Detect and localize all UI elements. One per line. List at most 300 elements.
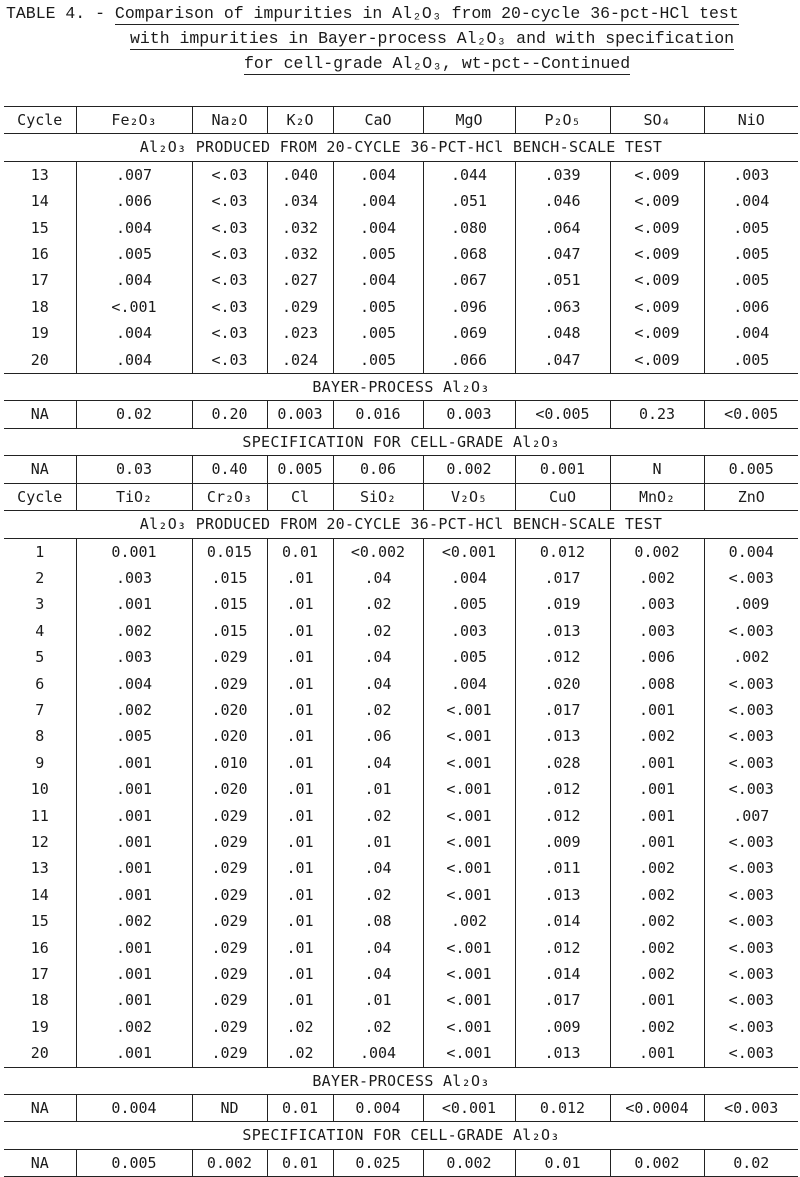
section-produced bbox=[4, 134, 798, 161]
section-bayer bbox=[4, 374, 798, 401]
table-row bbox=[4, 829, 798, 855]
value-cell: .004 bbox=[333, 267, 423, 293]
section-heading: BAYER-PROCESS Al₂O₃ bbox=[4, 374, 798, 401]
table-row bbox=[4, 908, 798, 934]
value-cell: .01 bbox=[333, 776, 423, 802]
value-cell: 0.001 bbox=[76, 538, 192, 565]
cycle-cell: 18 bbox=[30, 297, 49, 316]
value-cell: .001 bbox=[76, 935, 192, 961]
value-cell: .004 bbox=[76, 347, 192, 374]
value-cell: .029 bbox=[192, 1014, 267, 1040]
value-cell: <0.001 bbox=[423, 1095, 515, 1122]
value-cell: 0.02 bbox=[704, 1149, 798, 1176]
value-cell: .01 bbox=[267, 671, 333, 697]
value-cell: .04 bbox=[333, 565, 423, 591]
value-cell: .011 bbox=[515, 855, 610, 881]
cycle-cell: 8 bbox=[35, 727, 45, 746]
value-cell: .006 bbox=[610, 644, 704, 670]
value-cell: .004 bbox=[76, 671, 192, 697]
value-cell: .003 bbox=[704, 161, 798, 188]
value-cell: ZnO bbox=[704, 483, 798, 510]
value-cell: .005 bbox=[423, 591, 515, 617]
cycle-cell: 7 bbox=[35, 700, 45, 719]
bayer-row bbox=[4, 401, 798, 428]
value-cell: .029 bbox=[192, 935, 267, 961]
value-cell: .008 bbox=[610, 671, 704, 697]
value-cell: Cl bbox=[267, 483, 333, 510]
header-row bbox=[4, 483, 798, 510]
value-cell: <.001 bbox=[76, 294, 192, 320]
value-cell: .005 bbox=[76, 241, 192, 267]
value-cell: Cr₂O₃ bbox=[192, 483, 267, 510]
value-cell: .002 bbox=[76, 697, 192, 723]
table-row bbox=[4, 1040, 798, 1067]
value-cell: .004 bbox=[76, 267, 192, 293]
value-cell: .005 bbox=[423, 644, 515, 670]
cycle-cell: 20 bbox=[4, 1040, 76, 1067]
value-cell: <.001 bbox=[423, 723, 515, 749]
value-cell: .012 bbox=[515, 776, 610, 802]
value-cell: .04 bbox=[333, 855, 423, 881]
value-cell: .032 bbox=[267, 215, 333, 241]
title-line-3: for cell-grade Al₂O₃, wt-pct--Continued bbox=[244, 54, 631, 73]
table-row bbox=[4, 241, 798, 267]
value-cell: 0.002 bbox=[423, 1149, 515, 1176]
value-cell: 0.01 bbox=[267, 1095, 333, 1122]
table-row bbox=[4, 267, 798, 293]
value-cell: .020 bbox=[192, 776, 267, 802]
value-cell: CuO bbox=[515, 483, 610, 510]
value-cell: .066 bbox=[423, 347, 515, 374]
value-cell: .029 bbox=[192, 829, 267, 855]
value-cell: <0.003 bbox=[704, 1095, 798, 1122]
value-cell: <.003 bbox=[704, 565, 798, 591]
value-cell: 0.016 bbox=[333, 401, 423, 428]
value-cell: <.003 bbox=[704, 935, 798, 961]
value-cell: .02 bbox=[267, 1040, 333, 1067]
section-bayer bbox=[4, 1067, 798, 1094]
value-cell: .002 bbox=[423, 908, 515, 934]
value-cell: .005 bbox=[333, 294, 423, 320]
value-cell: .004 bbox=[333, 1040, 423, 1067]
value-cell: .001 bbox=[76, 882, 192, 908]
value-cell: .012 bbox=[515, 803, 610, 829]
value-cell: .01 bbox=[267, 776, 333, 802]
value-cell: .003 bbox=[610, 591, 704, 617]
value-cell: .001 bbox=[76, 591, 192, 617]
value-cell: .067 bbox=[423, 267, 515, 293]
value-cell: <.009 bbox=[610, 294, 704, 320]
value-cell: .006 bbox=[704, 294, 798, 320]
value-cell: .002 bbox=[610, 908, 704, 934]
value-cell: <.009 bbox=[610, 267, 704, 293]
value-cell: 0.005 bbox=[704, 456, 798, 483]
value-cell: .01 bbox=[267, 882, 333, 908]
value-cell: .02 bbox=[333, 591, 423, 617]
value-cell: MnO₂ bbox=[610, 483, 704, 510]
value-cell: .001 bbox=[610, 697, 704, 723]
value-cell: 0.23 bbox=[610, 401, 704, 428]
value-cell: .005 bbox=[76, 723, 192, 749]
table-row bbox=[4, 882, 798, 908]
table-row bbox=[4, 320, 798, 346]
value-cell: <.03 bbox=[192, 215, 267, 241]
value-cell: .029 bbox=[192, 961, 267, 987]
value-cell: <.001 bbox=[423, 1014, 515, 1040]
value-cell: .007 bbox=[704, 803, 798, 829]
value-cell: .001 bbox=[610, 1040, 704, 1067]
value-cell: .013 bbox=[515, 618, 610, 644]
value-cell: 0.002 bbox=[610, 1149, 704, 1176]
value-cell: <.001 bbox=[423, 961, 515, 987]
value-cell: .020 bbox=[192, 697, 267, 723]
value-cell: .017 bbox=[515, 565, 610, 591]
value-cell: .013 bbox=[515, 723, 610, 749]
value-cell: .02 bbox=[333, 1014, 423, 1040]
cycle-cell: 18 bbox=[30, 991, 49, 1010]
value-cell: .001 bbox=[610, 776, 704, 802]
value-cell: <0.001 bbox=[423, 538, 515, 565]
value-cell: .002 bbox=[610, 961, 704, 987]
value-cell: .002 bbox=[610, 723, 704, 749]
value-cell: .002 bbox=[610, 882, 704, 908]
cycle-cell: 16 bbox=[30, 938, 49, 957]
value-cell: .003 bbox=[423, 618, 515, 644]
table-row bbox=[4, 347, 798, 374]
section-heading: SPECIFICATION FOR CELL-GRADE Al₂O₃ bbox=[4, 428, 798, 455]
section-spec bbox=[4, 1122, 798, 1149]
value-cell: <0.005 bbox=[704, 401, 798, 428]
cycle-cell: 10 bbox=[30, 780, 49, 799]
value-cell: .001 bbox=[76, 1040, 192, 1067]
value-cell: .029 bbox=[192, 882, 267, 908]
value-cell: .01 bbox=[267, 829, 333, 855]
value-cell: <.03 bbox=[192, 267, 267, 293]
value-cell: NiO bbox=[704, 107, 798, 134]
value-cell: .096 bbox=[423, 294, 515, 320]
value-cell: .017 bbox=[515, 697, 610, 723]
value-cell: .015 bbox=[192, 565, 267, 591]
cycle-cell: 15 bbox=[30, 218, 49, 237]
value-cell: <0.0004 bbox=[610, 1095, 704, 1122]
value-cell: 0.01 bbox=[515, 1149, 610, 1176]
value-cell: .034 bbox=[267, 188, 333, 214]
value-cell: .009 bbox=[515, 1014, 610, 1040]
value-cell: <.003 bbox=[704, 671, 798, 697]
value-cell: .064 bbox=[515, 215, 610, 241]
value-cell: .005 bbox=[333, 241, 423, 267]
value-cell: <.003 bbox=[704, 697, 798, 723]
value-cell: Na₂O bbox=[192, 107, 267, 134]
value-cell: <.03 bbox=[192, 241, 267, 267]
value-cell: .023 bbox=[267, 320, 333, 346]
value-cell: 0.003 bbox=[423, 401, 515, 428]
title-line-2: with impurities in Bayer-process Al₂O₃ and with specification bbox=[130, 29, 734, 48]
value-cell: <.003 bbox=[704, 855, 798, 881]
cycle-cell: 15 bbox=[30, 912, 49, 931]
value-cell: .004 bbox=[423, 671, 515, 697]
value-cell: P₂O₅ bbox=[515, 107, 610, 134]
value-cell: <.03 bbox=[192, 161, 267, 188]
value-cell: .044 bbox=[423, 161, 515, 188]
value-cell: <0.002 bbox=[333, 538, 423, 565]
value-cell: .051 bbox=[515, 267, 610, 293]
value-cell: .063 bbox=[515, 294, 610, 320]
value-cell: .029 bbox=[192, 855, 267, 881]
value-cell: .02 bbox=[333, 618, 423, 644]
value-cell: .040 bbox=[267, 161, 333, 188]
cycle-cell: 2 bbox=[35, 568, 45, 587]
value-cell: .001 bbox=[76, 776, 192, 802]
value-cell: 0.003 bbox=[267, 401, 333, 428]
value-cell: .001 bbox=[610, 829, 704, 855]
cycle-cell: 19 bbox=[30, 1017, 49, 1036]
value-cell: .001 bbox=[76, 961, 192, 987]
impurities-table bbox=[4, 106, 798, 1177]
value-cell: .005 bbox=[333, 347, 423, 374]
value-cell: SO₄ bbox=[610, 107, 704, 134]
value-cell: .029 bbox=[267, 294, 333, 320]
value-cell: <.001 bbox=[423, 935, 515, 961]
value-cell: <.009 bbox=[610, 215, 704, 241]
value-cell: 0.20 bbox=[192, 401, 267, 428]
value-cell: .01 bbox=[267, 961, 333, 987]
cycle-cell: 16 bbox=[30, 245, 49, 264]
value-cell: .004 bbox=[423, 565, 515, 591]
cycle-cell: 14 bbox=[30, 885, 49, 904]
value-cell: .01 bbox=[333, 829, 423, 855]
cycle-cell: 20 bbox=[4, 347, 76, 374]
value-cell: .002 bbox=[76, 1014, 192, 1040]
value-cell: .004 bbox=[333, 215, 423, 241]
value-cell: <.009 bbox=[610, 188, 704, 214]
value-cell: .014 bbox=[515, 908, 610, 934]
value-cell: .028 bbox=[515, 750, 610, 776]
value-cell: .01 bbox=[267, 723, 333, 749]
value-cell: <.003 bbox=[704, 1014, 798, 1040]
value-cell: .001 bbox=[76, 855, 192, 881]
value-cell: <.003 bbox=[704, 829, 798, 855]
value-cell: .01 bbox=[267, 855, 333, 881]
value-cell: 0.025 bbox=[333, 1149, 423, 1176]
value-cell: ND bbox=[192, 1095, 267, 1122]
value-cell: .012 bbox=[515, 935, 610, 961]
value-cell: Fe₂O₃ bbox=[76, 107, 192, 134]
table-row bbox=[4, 987, 798, 1013]
value-cell: .012 bbox=[515, 644, 610, 670]
value-cell: MgO bbox=[423, 107, 515, 134]
table-row bbox=[4, 215, 798, 241]
table-row bbox=[4, 538, 798, 565]
value-cell: <.001 bbox=[423, 987, 515, 1013]
cycle-cell: NA bbox=[4, 1149, 76, 1176]
value-cell: .051 bbox=[423, 188, 515, 214]
value-cell: .068 bbox=[423, 241, 515, 267]
value-cell: K₂O bbox=[267, 107, 333, 134]
section-produced bbox=[4, 511, 798, 538]
value-cell: .01 bbox=[267, 644, 333, 670]
value-cell: .046 bbox=[515, 188, 610, 214]
cycle-cell: 9 bbox=[35, 753, 45, 772]
title-line-1 bbox=[6, 2, 739, 26]
value-cell: N bbox=[610, 456, 704, 483]
value-cell: .014 bbox=[515, 961, 610, 987]
value-cell: .029 bbox=[192, 803, 267, 829]
value-cell: .001 bbox=[76, 750, 192, 776]
cycle-cell: 4 bbox=[35, 621, 45, 640]
value-cell: .04 bbox=[333, 935, 423, 961]
value-cell: .003 bbox=[76, 644, 192, 670]
value-cell: 0.002 bbox=[192, 1149, 267, 1176]
value-cell: .005 bbox=[704, 215, 798, 241]
value-cell: <.003 bbox=[704, 723, 798, 749]
value-cell: .002 bbox=[610, 1014, 704, 1040]
cycle-cell: 19 bbox=[30, 324, 49, 343]
value-cell: .009 bbox=[515, 829, 610, 855]
value-cell: .02 bbox=[333, 803, 423, 829]
value-cell: .029 bbox=[192, 671, 267, 697]
value-cell: .04 bbox=[333, 644, 423, 670]
cycle-cell: 6 bbox=[35, 674, 45, 693]
value-cell: .007 bbox=[76, 161, 192, 188]
value-cell: .002 bbox=[610, 565, 704, 591]
value-cell: .01 bbox=[267, 803, 333, 829]
value-cell: .01 bbox=[267, 697, 333, 723]
value-cell: <.001 bbox=[423, 697, 515, 723]
table-row bbox=[4, 935, 798, 961]
cycle-cell: 3 bbox=[35, 595, 45, 614]
value-cell: .009 bbox=[704, 591, 798, 617]
value-cell: .029 bbox=[192, 1040, 267, 1067]
cycle-cell: 13 bbox=[30, 165, 49, 184]
value-cell: .027 bbox=[267, 267, 333, 293]
value-cell: <0.005 bbox=[515, 401, 610, 428]
table-row bbox=[4, 855, 798, 881]
value-cell: .004 bbox=[76, 215, 192, 241]
value-cell: <.001 bbox=[423, 1040, 515, 1067]
value-cell: .004 bbox=[333, 161, 423, 188]
value-cell: .004 bbox=[333, 188, 423, 214]
table-row bbox=[4, 294, 798, 320]
value-cell: 0.002 bbox=[423, 456, 515, 483]
value-cell: .04 bbox=[333, 671, 423, 697]
value-cell: .017 bbox=[515, 987, 610, 1013]
title-text: Comparison of impurities in Al₂O₃ from 20-cycle 36-pct-HCl test bbox=[114, 4, 739, 23]
table-number: TABLE 4. - bbox=[6, 4, 115, 23]
value-cell: 0.012 bbox=[515, 538, 610, 565]
cycle-cell: 17 bbox=[30, 965, 49, 983]
value-cell: .005 bbox=[333, 320, 423, 346]
header-row bbox=[4, 107, 798, 134]
value-cell: .002 bbox=[610, 935, 704, 961]
value-cell: .029 bbox=[192, 644, 267, 670]
value-cell: SiO₂ bbox=[333, 483, 423, 510]
bayer-row bbox=[4, 1095, 798, 1122]
value-cell: .001 bbox=[610, 987, 704, 1013]
value-cell: .003 bbox=[610, 618, 704, 644]
value-cell: <.001 bbox=[423, 882, 515, 908]
section-heading: Al₂O₃ PRODUCED FROM 20-CYCLE 36-PCT-HCl BENCH-SCALE TEST bbox=[4, 134, 798, 161]
value-cell: .02 bbox=[333, 697, 423, 723]
value-cell: <.003 bbox=[704, 618, 798, 644]
value-cell: <.03 bbox=[192, 347, 267, 374]
value-cell: CaO bbox=[333, 107, 423, 134]
section-spec bbox=[4, 428, 798, 455]
table-row bbox=[4, 750, 798, 776]
value-cell: .047 bbox=[515, 347, 610, 374]
value-cell: .04 bbox=[333, 750, 423, 776]
value-cell: .048 bbox=[515, 320, 610, 346]
table-row bbox=[4, 161, 798, 188]
table-row bbox=[4, 618, 798, 644]
value-cell: .001 bbox=[610, 803, 704, 829]
value-cell: <.001 bbox=[423, 803, 515, 829]
value-cell: .01 bbox=[333, 987, 423, 1013]
table-row bbox=[4, 1014, 798, 1040]
cycle-cell: 13 bbox=[30, 859, 49, 878]
value-cell: 0.012 bbox=[515, 1095, 610, 1122]
value-cell: 0.005 bbox=[76, 1149, 192, 1176]
value-cell: .020 bbox=[515, 671, 610, 697]
value-cell: .01 bbox=[267, 591, 333, 617]
cycle-cell: Cycle bbox=[4, 483, 76, 510]
value-cell: .02 bbox=[333, 882, 423, 908]
value-cell: .06 bbox=[333, 723, 423, 749]
value-cell: 0.004 bbox=[704, 538, 798, 565]
cycle-cell: NA bbox=[4, 456, 76, 483]
value-cell: .02 bbox=[267, 1014, 333, 1040]
value-cell: <.009 bbox=[610, 241, 704, 267]
value-cell: .029 bbox=[192, 908, 267, 934]
table-row bbox=[4, 188, 798, 214]
value-cell: .002 bbox=[610, 855, 704, 881]
cycle-cell: Cycle bbox=[4, 107, 76, 134]
value-cell: .002 bbox=[76, 908, 192, 934]
value-cell: .01 bbox=[267, 935, 333, 961]
value-cell: 0.06 bbox=[333, 456, 423, 483]
value-cell: .013 bbox=[515, 882, 610, 908]
value-cell: <.001 bbox=[423, 776, 515, 802]
value-cell: .001 bbox=[610, 750, 704, 776]
value-cell: .047 bbox=[515, 241, 610, 267]
cycle-cell: 5 bbox=[35, 648, 45, 667]
value-cell: <.03 bbox=[192, 188, 267, 214]
value-cell: 0.001 bbox=[515, 456, 610, 483]
value-cell: .001 bbox=[76, 803, 192, 829]
spec-row bbox=[4, 1149, 798, 1176]
value-cell: .002 bbox=[704, 644, 798, 670]
value-cell: .032 bbox=[267, 241, 333, 267]
value-cell: 0.005 bbox=[267, 456, 333, 483]
table-row bbox=[4, 671, 798, 697]
value-cell: <.03 bbox=[192, 294, 267, 320]
value-cell: .04 bbox=[333, 961, 423, 987]
value-cell: .005 bbox=[704, 347, 798, 374]
section-heading: BAYER-PROCESS Al₂O₃ bbox=[4, 1067, 798, 1094]
value-cell: <.009 bbox=[610, 347, 704, 374]
value-cell: .004 bbox=[704, 320, 798, 346]
value-cell: V₂O₅ bbox=[423, 483, 515, 510]
cycle-cell: NA bbox=[4, 1095, 76, 1122]
value-cell: <.009 bbox=[610, 320, 704, 346]
cycle-cell: 14 bbox=[30, 192, 49, 211]
value-cell: .003 bbox=[76, 565, 192, 591]
value-cell: .005 bbox=[704, 241, 798, 267]
value-cell: .039 bbox=[515, 161, 610, 188]
value-cell: 0.03 bbox=[76, 456, 192, 483]
value-cell: TiO₂ bbox=[76, 483, 192, 510]
value-cell: .080 bbox=[423, 215, 515, 241]
